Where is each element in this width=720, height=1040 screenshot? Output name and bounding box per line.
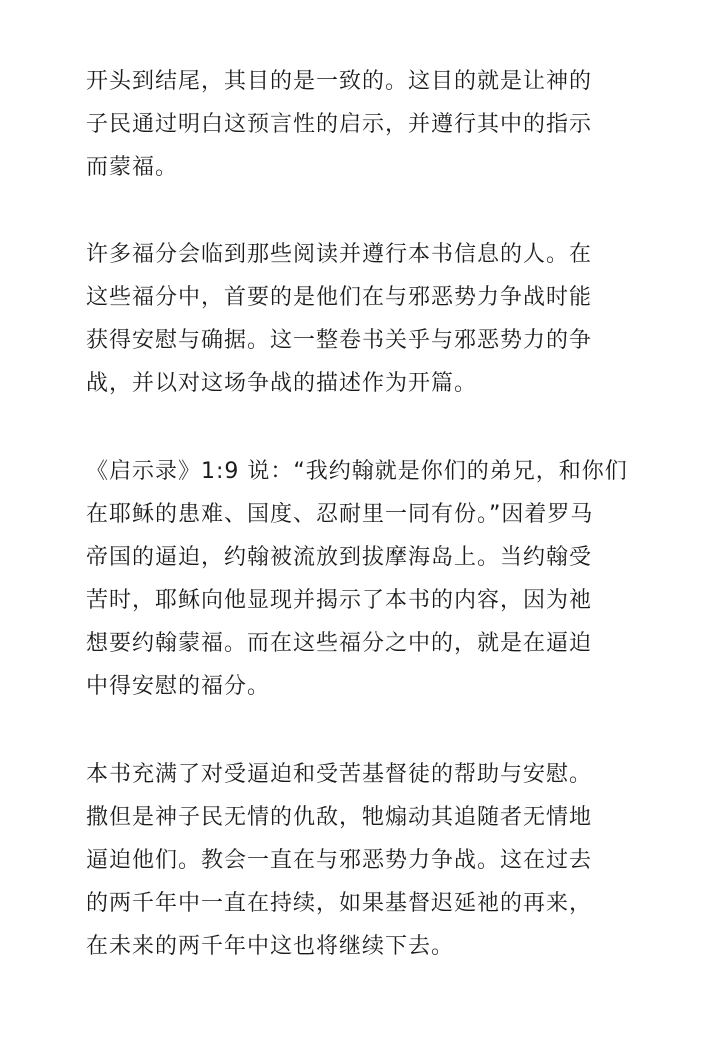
text-line: 撒但是神子民无情的仇敌，牠煽动其追随者无情地 [86,805,593,830]
text-line: 逼迫他们。教会一直在与邪恶势力争战。这在过去 [86,848,593,873]
text-line: 获得安慰与确据。这一整卷书关乎与邪恶势力的争 [86,328,593,353]
text-line: 开头到结尾，其目的是一致的。这目的就是让神的 [86,69,593,94]
text-line: 想要约翰蒙福。而在这些福分之中的，就是在逼迫 [86,631,593,656]
text-line: 而蒙福。 [86,155,179,180]
text-line: 战，并以对这场争战的描述作为开篇。 [86,371,478,396]
paragraph-1 [86,60,592,189]
paragraph-2 [86,233,592,405]
text-line: 本书充满了对受逼迫和受苦基督徒的帮助与安慰。 [86,762,593,787]
text-line: 《启示录》1:9 说：“我约翰就是你们的弟兄，和你们 [86,459,628,484]
text-line: 的两千年中一直在持续，如果基督迟延祂的再来， [86,891,593,916]
text-line: 帝国的逼迫，约翰被流放到拔摩海岛上。当约翰受 [86,545,593,570]
text-line: 在耶稣的患难、国度、忍耐里一同有份。”因着罗马 [86,502,594,527]
paragraph-3 [86,450,628,708]
paragraph-4 [86,753,592,968]
text-line: 中得安慰的福分。 [86,674,271,699]
text-line: 子民通过明白这预言性的启示，并遵行其中的指示 [86,112,593,137]
text-line: 这些福分中，首要的是他们在与邪恶势力争战时能 [86,285,593,310]
text-line: 许多福分会临到那些阅读并遵行本书信息的人。在 [86,242,593,267]
text-line: 苦时，耶稣向他显现并揭示了本书的内容，因为祂 [86,588,593,613]
text-line: 在未来的两千年中这也将继续下去。 [86,934,455,959]
